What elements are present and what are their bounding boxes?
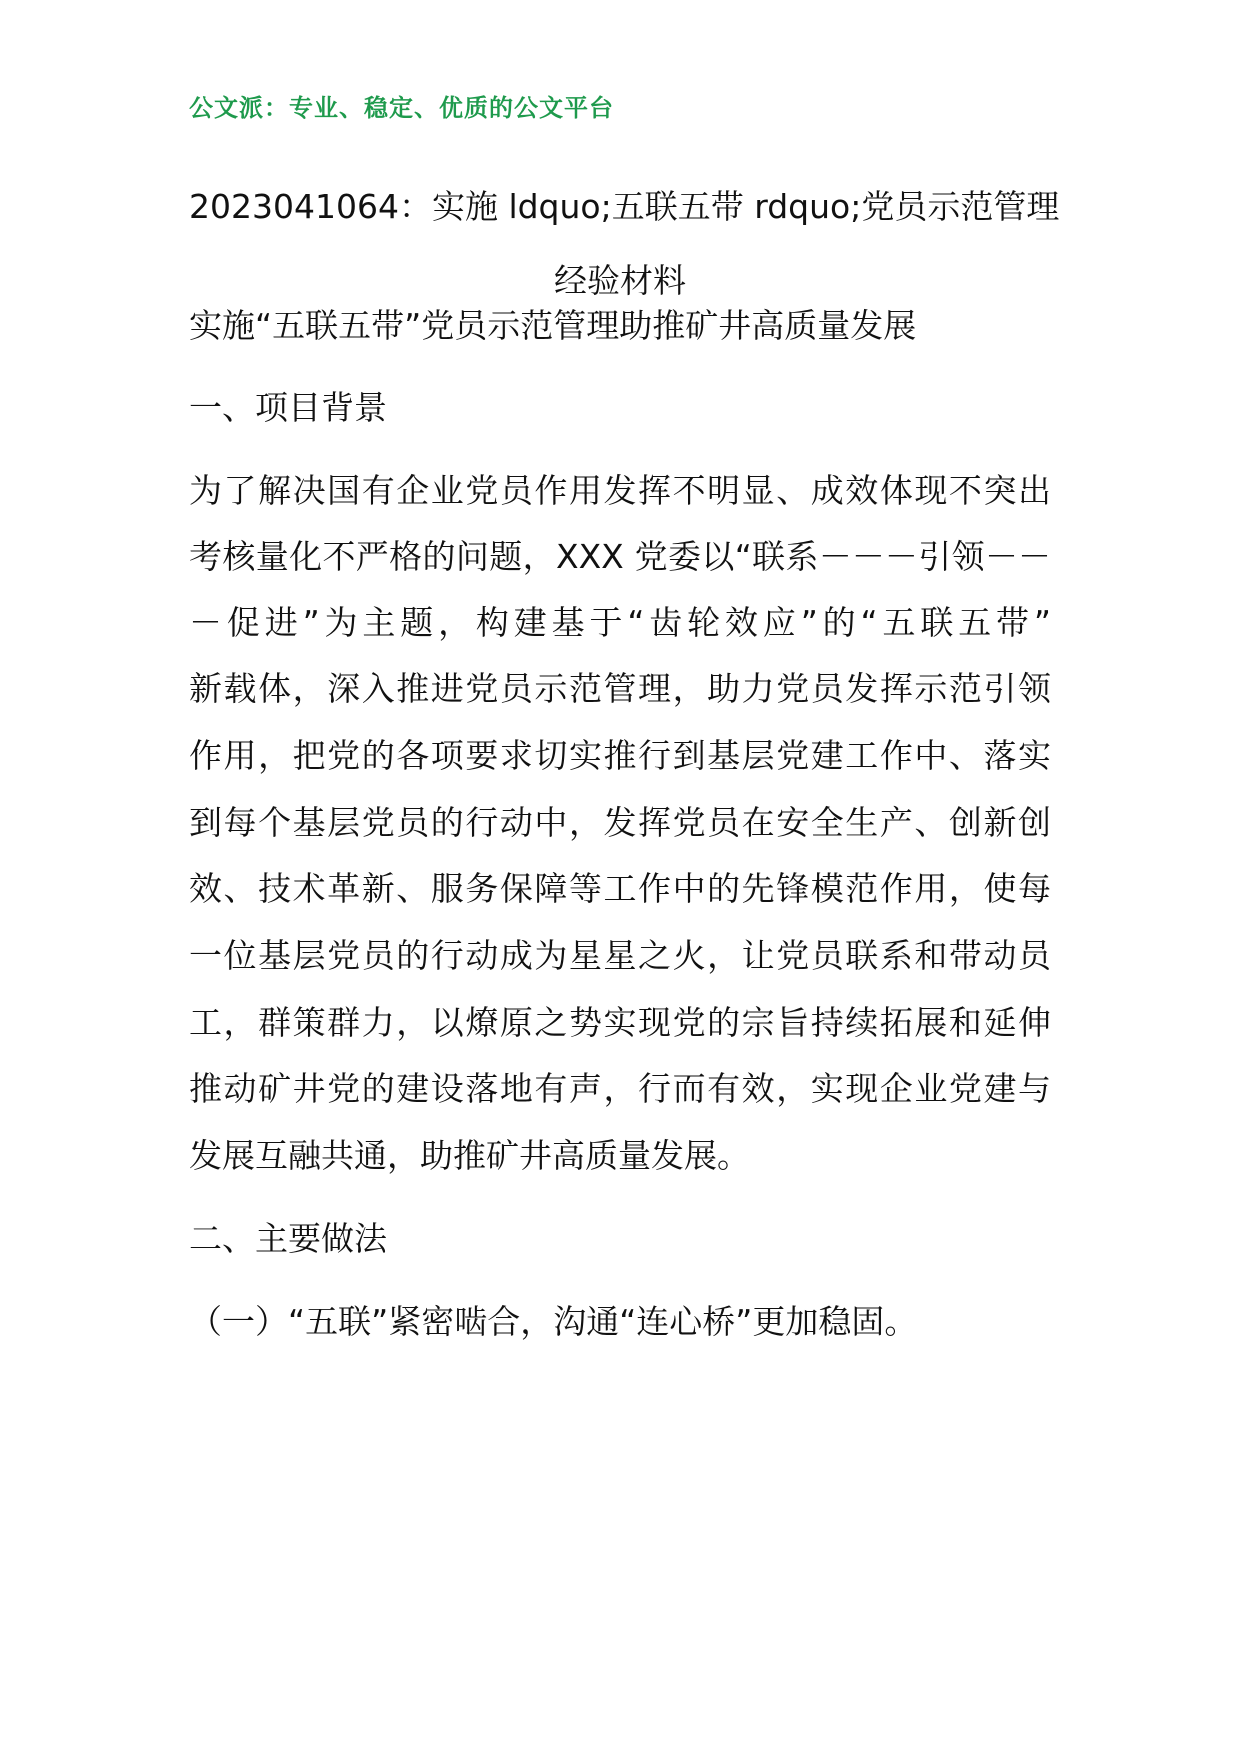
paragraph-line: 作用，把党的各项要求切实推行到基层党建工作中、落实 <box>189 736 1051 775</box>
subsection-heading-1: （一）“五联”紧密啮合，沟通“连心桥”更加稳固。 <box>189 1302 918 1341</box>
paragraph-line: 效、技术革新、服务保障等工作中的先锋模范作用，使每 <box>189 869 1051 908</box>
paragraph-line: 推动矿井党的建设落地有声，行而有效，实现企业党建与 <box>189 1069 1051 1108</box>
section-heading-methods: 二、主要做法 <box>189 1219 387 1258</box>
paragraph-line: 到每个基层党员的行动中，发挥党员在安全生产、创新创 <box>189 803 1051 842</box>
document-title-line-1: 2023041064：实施 ldquo;五联五带 rdquo;党员示范管理 <box>189 187 1060 226</box>
paragraph-line: 考核量化不严格的问题，XXX 党委以“联系－－－引领－－ <box>189 537 1051 576</box>
paragraph-line: －促进”为主题，构建基于“齿轮效应”的“五联五带” <box>189 603 1051 642</box>
section-heading-background: 一、项目背景 <box>189 388 387 427</box>
document-title-line-2: 经验材料 <box>554 261 686 300</box>
paragraph-line: 新载体，深入推进党员示范管理，助力党员发挥示范引领 <box>189 669 1051 708</box>
paragraph-line: 工，群策群力，以燎原之势实现党的宗旨持续拓展和延伸 <box>189 1003 1051 1042</box>
watermark-header: 公文派：专业、稳定、优质的公文平台 <box>189 94 614 122</box>
paragraph-line: 为了解决国有企业党员作用发挥不明显、成效体现不突出 <box>189 471 1051 510</box>
document-title <box>189 170 1060 318</box>
paragraph-line-last: 发展互融共通，助推矿井高质量发展。 <box>189 1136 750 1175</box>
document-subtitle: 实施“五联五带”党员示范管理助推矿井高质量发展 <box>189 306 917 345</box>
paragraph-line: 一位基层党员的行动成为星星之火，让党员联系和带动员 <box>189 936 1051 975</box>
